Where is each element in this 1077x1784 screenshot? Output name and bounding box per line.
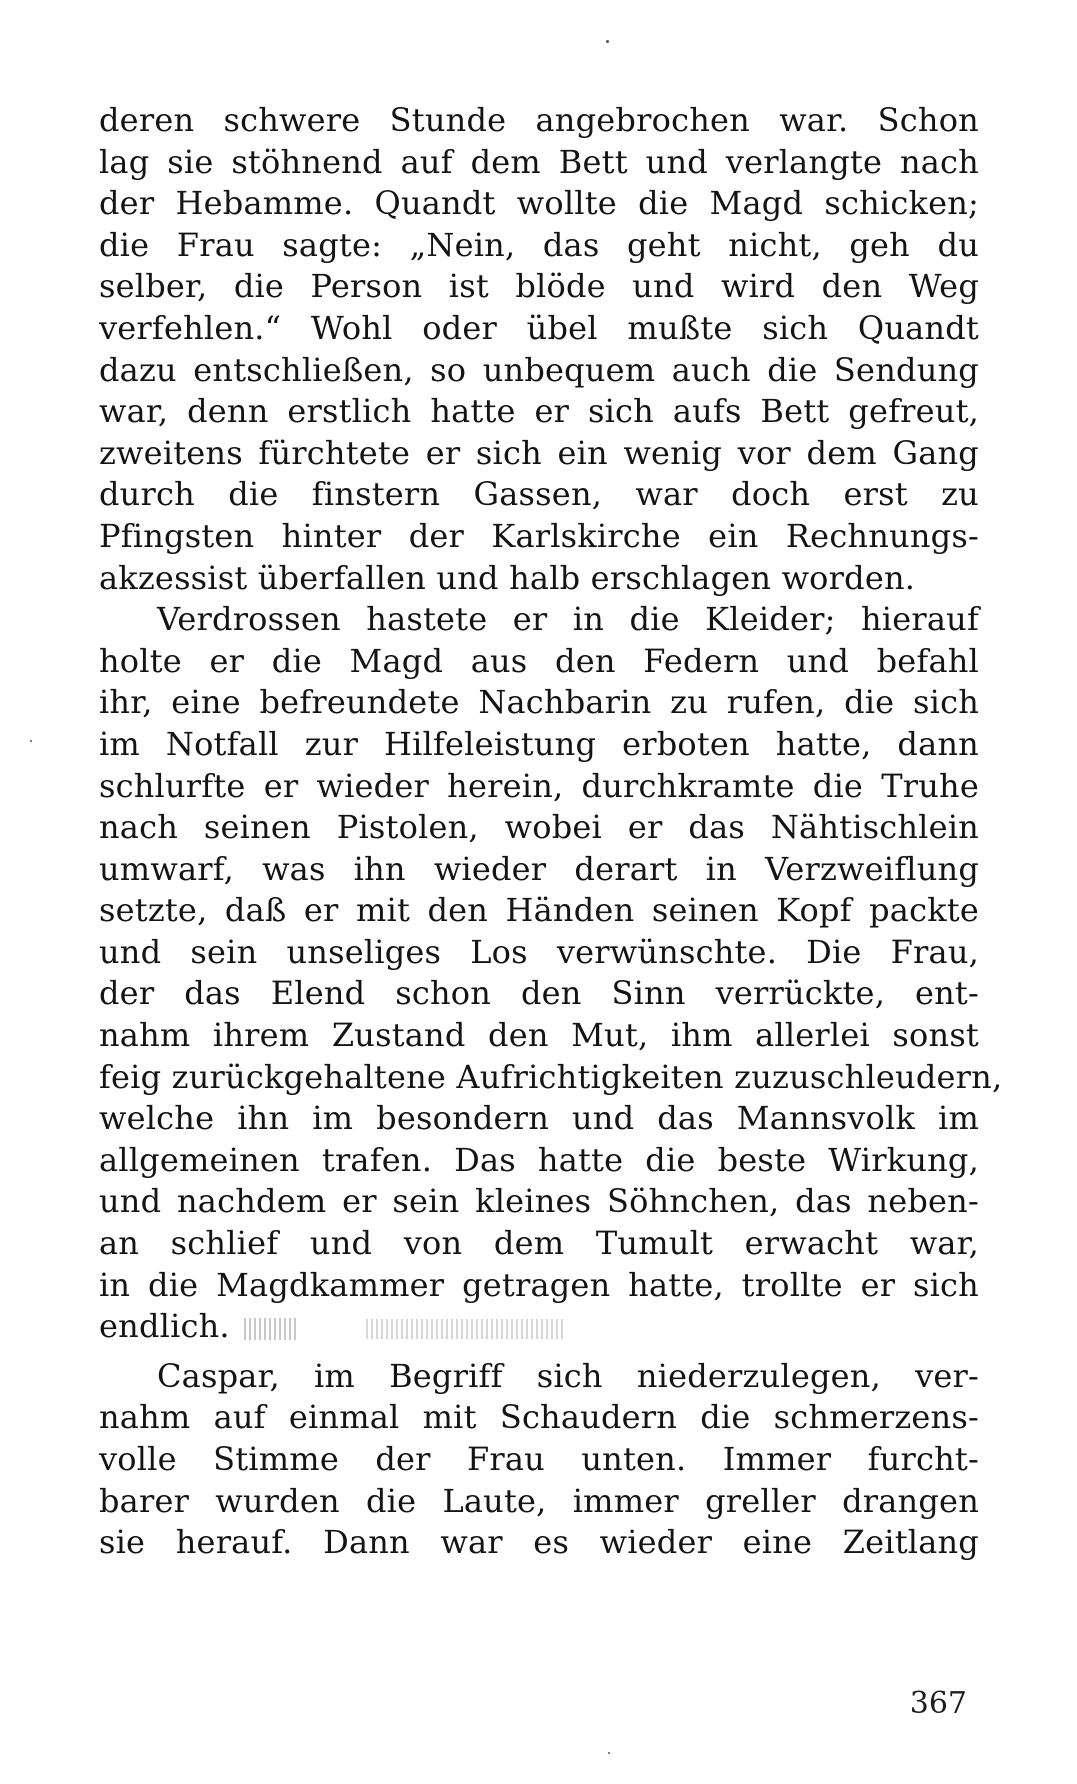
text-line: selber, die Person ist blöde und wird den Weg [99, 267, 979, 306]
text-line: verfehlen.“ Wohl oder übel mußte sich Quandt [99, 308, 979, 347]
paragraph-gap [99, 1348, 979, 1356]
text-line: und nachdem er sein kleines Söhnchen, das neben- [99, 1182, 979, 1221]
text-line: nahm ihrem Zustand den Mut, ihm allerlei sonst [99, 1016, 979, 1055]
text-line: im Notfall zur Hilfeleistung erboten hatte, dann [99, 724, 979, 763]
page-number: 367 [909, 1686, 967, 1721]
ink-speck [606, 40, 609, 43]
ink-speck [608, 1752, 610, 1754]
text-line: dazu entschließen, so unbequem auch die Sendung [99, 350, 979, 389]
text-line: volle Stimme der Frau unten. Immer furcht- [99, 1440, 979, 1478]
text-line: ihr, eine befreundete Nachbarin zu rufen, die sich [99, 683, 979, 722]
text-line: schlurfte er wieder herein, durchkramte die Truhe [99, 766, 979, 805]
body-text [99, 100, 1003, 1564]
text-line: barer wurden die Laute, immer greller drangen [99, 1481, 979, 1520]
text-line: holte er die Magd aus den Federn und befahl [99, 641, 979, 680]
text-line: lag sie stöhnend auf dem Bett und verlangte nach [99, 142, 979, 181]
text-line: allgemeinen trafen. Das hatte die beste Wirkung, [99, 1140, 979, 1179]
text-line: deren schwere Stunde angebrochen war. Schon [99, 101, 979, 139]
text-line: akzessist überfallen und halb erschlagen worden. [99, 558, 916, 597]
ink-speck [30, 740, 32, 742]
text-line: war, denn erstlich hatte er sich aufs Bett gefreut, [99, 392, 979, 431]
text-line: nahm auf einmal mit Schaudern die schmerzens- [99, 1398, 979, 1437]
text-line: die Frau sagte: „Nein, das geht nicht, geh du [99, 225, 979, 264]
text-line: setzte, daß er mit den Händen seinen Kopf packte [99, 891, 979, 930]
print-smudge [366, 1319, 566, 1339]
text-line-content: endlich. [99, 1307, 230, 1346]
paragraph [99, 599, 1003, 1348]
text-line: in die Magdkammer getragen hatte, trollte er sich [99, 1265, 979, 1304]
text-line: der das Elend schon den Sinn verrückte, ent- [99, 974, 979, 1013]
text-line: Caspar, im Begriff sich niederzulegen, ver- [157, 1356, 979, 1395]
text-line: umwarf, was ihn wieder derart in Verzweiflung [99, 849, 979, 888]
print-smudge [244, 1318, 296, 1340]
text-line: Pfingsten hinter der Karlskirche ein Rechnungs- [99, 516, 979, 555]
text-line: und sein unseliges Los verwünschte. Die Frau, [99, 932, 979, 971]
paragraph [99, 1356, 979, 1564]
text-line: nach seinen Pistolen, wobei er das Nähtischlein [99, 808, 979, 847]
text-line: durch die finstern Gassen, war doch erst zu [99, 475, 979, 514]
paragraph [99, 100, 979, 599]
text-line: feig zurückgehaltene Aufrichtigkeiten zuzuschleudern, [99, 1057, 1003, 1096]
text-line: Verdrossen hastete er in die Kleider; hierauf [157, 600, 979, 639]
text-line: zweitens fürchtete er sich ein wenig vor dem Gang [99, 433, 979, 472]
text-line: welche ihn im besondern und das Mannsvolk im [99, 1099, 979, 1138]
text-line: sie herauf. Dann war es wieder eine Zeitlang [99, 1523, 979, 1562]
text-line-final [99, 1306, 979, 1348]
text-line: an schlief und von dem Tumult erwacht war, [99, 1224, 979, 1263]
text-line: der Hebamme. Quandt wollte die Magd schicken; [99, 184, 979, 223]
